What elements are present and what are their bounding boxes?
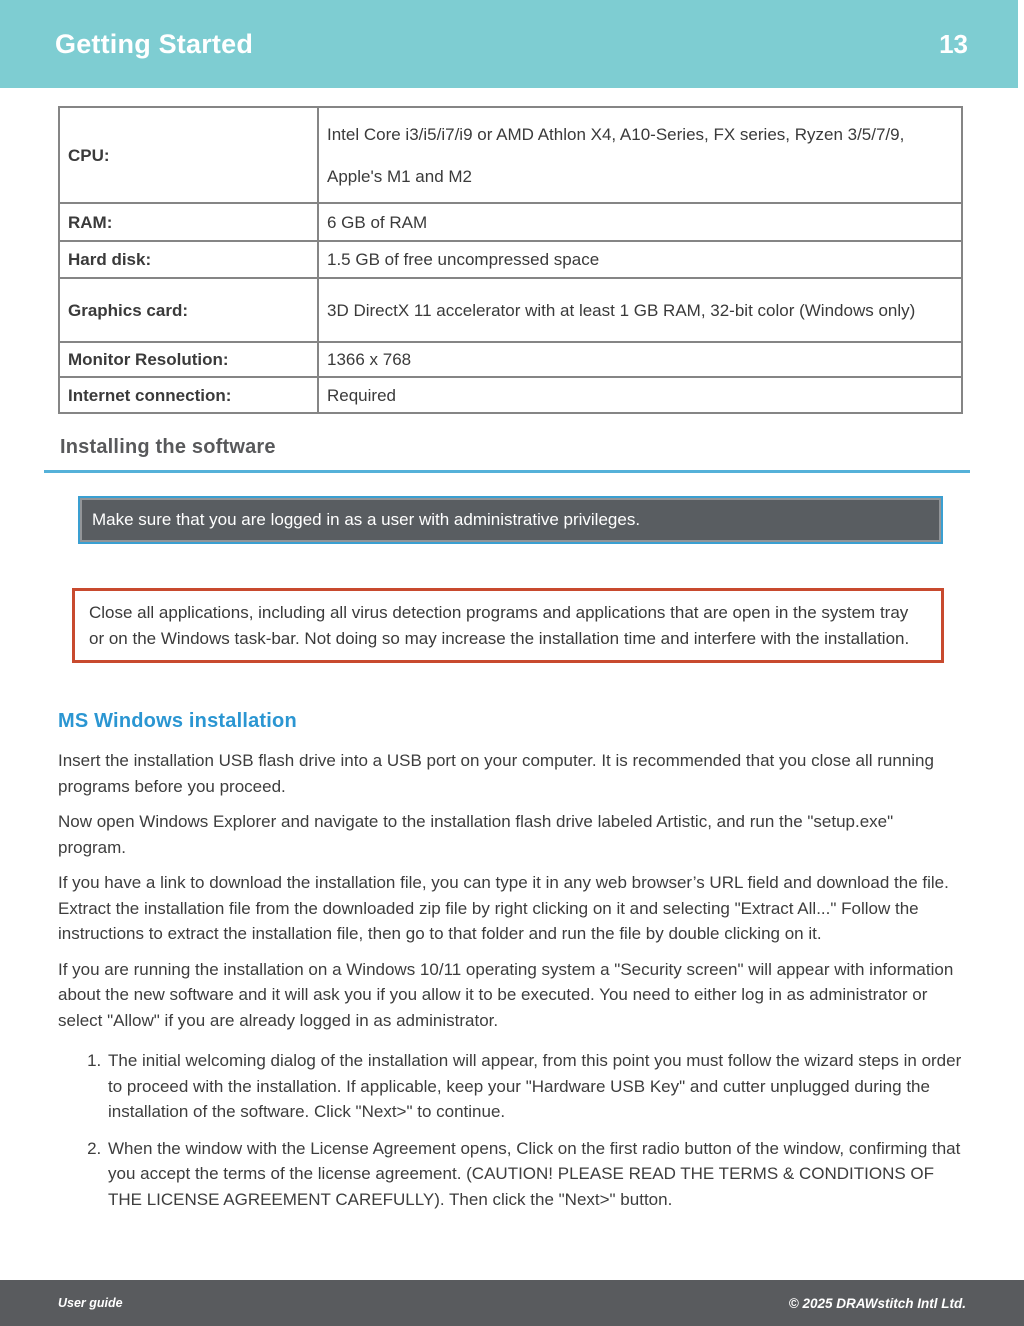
system-requirements-table (58, 106, 963, 414)
installation-steps-list (58, 1048, 963, 1212)
row-label: Graphics card: (59, 278, 318, 342)
row-label: Monitor Resolution: (59, 342, 318, 377)
internet-connection-value: Required (327, 385, 396, 405)
cpu-value-line-1: Intel Core i3/i5/i7/i9 or AMD Athlon X4, A10-Series, FX series, Ryzen 3/5/7/9, (327, 124, 905, 144)
row-value (318, 107, 962, 203)
table-row-cpu (59, 107, 962, 203)
page-title: Getting Started (55, 28, 254, 59)
close-applications-caution-box (72, 588, 944, 663)
page-header (0, 0, 1018, 88)
row-value (318, 241, 962, 278)
paragraph-open-explorer: Now open Windows Explorer and navigate to the installation flash drive labeled Artistic, and run the "setup.exe" program. (58, 812, 894, 857)
paragraph-security-screen: If you are running the installation on a Windows 10/11 operating system a "Security screen" will appear with information about the new software and it will ask you if you allow it to be executed. You need to either log in as administrator or select "Allow" if you are already logged in as administrator. (58, 959, 954, 1030)
row-value (318, 278, 962, 342)
list-item-step-2: 2. When the window with the License Agreement opens, Click on the first radio button of the window, confirming that you accept the terms of the license agreement. (CAUTION! PLEASE READ THE TERMS & CONDITIONS OF THE LICENSE AGREEMENT CAREFULLY). Then click the "Next>" button. (106, 1136, 963, 1213)
cpu-value-line-2: Apple's M1 and M2 (327, 166, 472, 186)
row-label: RAM: (59, 203, 318, 241)
monitor-resolution-value: 1366 x 768 (327, 350, 412, 369)
row-label: Hard disk: (59, 241, 318, 278)
table-row-ram (59, 203, 962, 241)
note-text: Make sure that you are logged in as a user with administrative privileges. (92, 510, 641, 529)
admin-privileges-note-box (78, 496, 943, 544)
section-heading-installing-the-software (44, 436, 970, 473)
page-content (0, 106, 1024, 1212)
ram-value: 6 GB of RAM (327, 212, 428, 232)
row-value (318, 203, 962, 241)
footer-document-name: User guide (58, 1296, 123, 1310)
hard-disk-value: 1.5 GB of free uncompressed space (327, 250, 600, 269)
row-value (318, 377, 962, 413)
subsection-heading-ms-windows-installation: MS Windows installation (58, 710, 297, 732)
section-title: Installing the software (60, 436, 276, 458)
row-label: Internet connection: (59, 377, 318, 413)
page-footer (0, 1280, 1024, 1326)
table-row-internet-connection (59, 377, 962, 413)
paragraph-download-link: If you have a link to download the installation file, you can type it in any web browser’s URL field and download the file. Extract the installation file from the downloaded zip file by right clicking on it and selecting "Extract All..." Follow the instructions to extract the installation file, then go to that folder and run the file by double clicking on it. (58, 873, 949, 943)
list-item-step-1: 1. The initial welcoming dialog of the installation will appear, from this point you must follow the wizard steps in order to proceed with the installation. If applicable, keep your "Hardware USB Key" and cutter unplugged during the installation of the software. Click "Next>" to continue. (106, 1048, 963, 1125)
table-row-hard-disk (59, 241, 962, 278)
footer-copyright: © 2025 DRAWstitch Intl Ltd. (788, 1295, 966, 1311)
caution-text: Close all applications, including all virus detection programs and applications that are open in the system tray or on the Windows task-bar. Not doing so may increase the installation time and interfere with the installation. (89, 603, 910, 648)
table-row-monitor-resolution (59, 342, 962, 377)
row-label: CPU: (59, 107, 318, 203)
row-value (318, 342, 962, 377)
graphics-card-value: 3D DirectX 11 accelerator with at least 1 GB RAM, 32-bit color (Windows only) (327, 300, 916, 320)
page-number: 13 (939, 28, 968, 59)
paragraph-insert-usb: Insert the installation USB flash drive into a USB port on your computer. It is recommended that you close all running programs before you proceed. (58, 751, 934, 796)
table-row-graphics-card (59, 278, 962, 342)
